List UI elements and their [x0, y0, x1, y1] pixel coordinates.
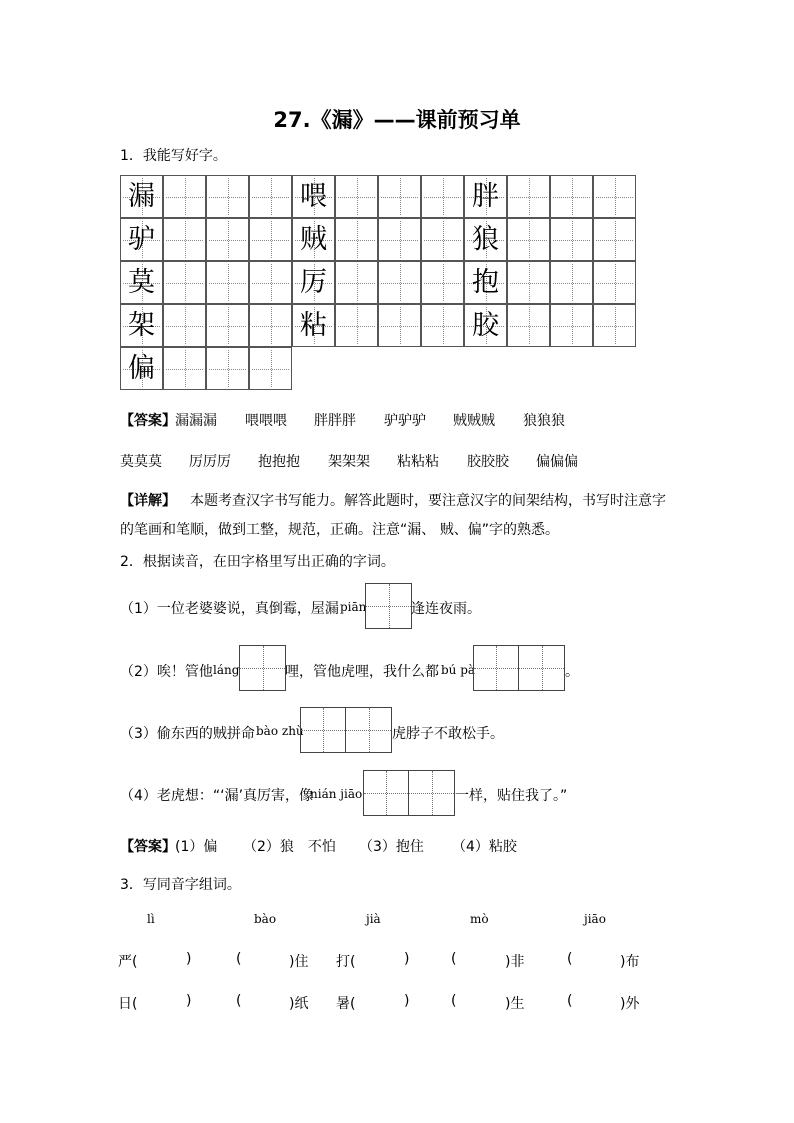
q2-s2-pre: （2）唉！管他	[120, 664, 213, 680]
q3-pinyin: jià	[366, 912, 381, 926]
q3-cell: )非	[505, 954, 525, 970]
q3-cell: 日(	[118, 996, 138, 1012]
model-char: 狼	[472, 224, 499, 255]
q3-row2	[0, 993, 794, 1013]
practice-cell[interactable]	[335, 218, 378, 261]
practice-cell[interactable]	[249, 261, 292, 304]
tianzige-box[interactable]	[239, 645, 286, 691]
model-char: 贼	[300, 224, 327, 255]
q3-cell: (	[451, 951, 457, 967]
q2-s3-pre: （3）偷东西的贼拼命	[120, 726, 255, 742]
model-char-cell	[120, 175, 163, 218]
practice-cell[interactable]	[206, 304, 249, 347]
practice-cell[interactable]	[378, 175, 421, 218]
q2-heading: 2．根据读音，在田字格里写出正确的字词。	[120, 554, 395, 570]
practice-cell[interactable]	[550, 175, 593, 218]
model-char-cell	[120, 347, 163, 390]
practice-cell[interactable]	[378, 218, 421, 261]
explain-text: 本题考查汉字书写能力。解答此题时，要注意汉字的间架结构，书写时注意字	[190, 493, 666, 509]
q2-s3-post: 虎脖子不敢松手。	[392, 726, 504, 742]
model-char: 抱	[472, 267, 499, 298]
q1-explain-line2: 的笔画和笔顺，做到工整，规范，正确。注意“漏、 贼、偏”字的熟悉。	[120, 522, 559, 538]
tianzige-box[interactable]	[300, 707, 392, 753]
q3-pinyin: bào	[254, 912, 277, 926]
q3-cell: (	[567, 993, 573, 1009]
model-char-cell	[292, 304, 335, 347]
answer-item: 莫莫莫	[120, 454, 162, 470]
practice-cell[interactable]	[249, 347, 292, 390]
practice-cell[interactable]	[421, 304, 464, 347]
practice-cell[interactable]	[249, 218, 292, 261]
model-char: 胶	[472, 310, 499, 341]
model-char: 架	[128, 310, 155, 341]
practice-cell[interactable]	[421, 175, 464, 218]
model-char: 厉	[300, 267, 327, 298]
answer-item: 偏偏偏	[536, 454, 578, 470]
model-char: 莫	[128, 267, 155, 298]
tianzige-box[interactable]	[473, 645, 565, 691]
practice-cell[interactable]	[593, 175, 636, 218]
q3-cell: 暑(	[336, 996, 356, 1012]
q2-s1-pre: （1）一位老婆婆说，真倒霉，屋漏	[120, 601, 339, 617]
q3-heading: 3．写同音字组词。	[120, 877, 241, 893]
q2-answer	[120, 836, 517, 856]
answer-label: 【答案】	[120, 413, 176, 429]
practice-cell[interactable]	[421, 218, 464, 261]
practice-cell[interactable]	[421, 261, 464, 304]
model-char: 漏	[128, 181, 155, 212]
model-char-cell	[292, 261, 335, 304]
answer-item: 贼贼贼	[453, 413, 495, 429]
q1-heading: 1．我能写好字。	[120, 148, 227, 164]
q3-cell: )生	[505, 996, 525, 1012]
model-char-cell	[464, 218, 507, 261]
practice-cell[interactable]	[378, 261, 421, 304]
practice-cell[interactable]	[507, 175, 550, 218]
q1-explain-line1	[120, 490, 666, 510]
practice-cell[interactable]	[206, 261, 249, 304]
q3-row1	[0, 951, 794, 971]
q2-s2-mid: 哩，管他虎哩，我什么都	[285, 664, 439, 680]
practice-cell[interactable]	[550, 261, 593, 304]
q3-cell: (	[236, 993, 242, 1009]
q3-cell: )纸	[289, 996, 309, 1012]
answer-item: 驴驴驴	[384, 413, 426, 429]
q3-pinyin: jiāo	[584, 912, 606, 926]
answer-item: 厉厉厉	[189, 454, 231, 470]
model-char: 驴	[128, 224, 155, 255]
q3-cell: )	[186, 951, 192, 967]
model-char: 喂	[300, 181, 327, 212]
model-char-cell	[120, 218, 163, 261]
model-char-cell	[464, 304, 507, 347]
tianzige-box[interactable]	[365, 583, 412, 629]
model-char-cell	[120, 304, 163, 347]
practice-cell[interactable]	[593, 218, 636, 261]
practice-cell[interactable]	[163, 218, 206, 261]
answer-item: 粘粘粘	[397, 454, 439, 470]
q3-cell: (	[236, 951, 242, 967]
practice-cell[interactable]	[335, 261, 378, 304]
q3-pinyin: lì	[147, 912, 155, 926]
q3-cell: 严(	[118, 954, 138, 970]
q2-s4-post: 一样，贴住我了。”	[455, 788, 568, 804]
page-title: 27.《漏》——课前预习单	[273, 108, 521, 132]
model-char-cell	[292, 175, 335, 218]
practice-cell[interactable]	[249, 304, 292, 347]
q3-cell: )	[404, 951, 410, 967]
practice-cell[interactable]	[249, 175, 292, 218]
practice-cell[interactable]	[507, 304, 550, 347]
practice-cell[interactable]	[378, 304, 421, 347]
answer-item: （4）粘胶	[452, 839, 517, 855]
q2-s2-pinyin2: bú pà	[441, 663, 476, 677]
explain-label: 【详解】	[120, 493, 176, 509]
model-char: 胖	[472, 181, 499, 212]
practice-cell[interactable]	[593, 261, 636, 304]
answer-item: 漏漏漏	[175, 413, 217, 429]
practice-cell[interactable]	[206, 347, 249, 390]
model-char-cell	[292, 218, 335, 261]
practice-cell[interactable]	[593, 304, 636, 347]
answer-item: 胶胶胶	[467, 454, 509, 470]
answer-item: （3）抱住	[359, 839, 424, 855]
q2-s2-post: 。	[565, 664, 579, 680]
q3-pinyin: mò	[470, 912, 489, 926]
q3-cell: (	[567, 951, 573, 967]
practice-cell[interactable]	[163, 304, 206, 347]
practice-cell[interactable]	[163, 175, 206, 218]
answer-item: （2）狼 不怕	[243, 839, 336, 855]
q3-cell: (	[451, 993, 457, 1009]
practice-cell[interactable]	[163, 347, 206, 390]
answer-item: (1）偏	[175, 839, 218, 855]
practice-cell[interactable]	[507, 218, 550, 261]
model-char-cell	[464, 261, 507, 304]
answer-item: 狼狼狼	[523, 413, 565, 429]
q2-s2-pinyin1: láng	[213, 663, 240, 677]
practice-cell[interactable]	[507, 261, 550, 304]
answer-item: 胖胖胖	[314, 413, 356, 429]
practice-cell[interactable]	[550, 218, 593, 261]
q3-cell: )	[186, 993, 192, 1009]
practice-cell[interactable]	[550, 304, 593, 347]
q2-s3-pinyin: bào zhù	[256, 724, 304, 738]
practice-cell[interactable]	[206, 175, 249, 218]
q3-cell: )外	[620, 996, 640, 1012]
answer-label: 【答案】	[120, 839, 176, 855]
answer-item: 抱抱抱	[258, 454, 300, 470]
q2-s1-post: 逢连夜雨。	[411, 601, 481, 617]
practice-cell[interactable]	[206, 218, 249, 261]
q2-s4-pinyin: nián jiāo	[310, 787, 363, 801]
q3-cell: )布	[620, 954, 640, 970]
practice-cell[interactable]	[335, 175, 378, 218]
practice-cell[interactable]	[163, 261, 206, 304]
model-char-cell	[464, 175, 507, 218]
q2-s1-pinyin: piān	[340, 600, 367, 614]
answer-item: 喂喂喂	[245, 413, 287, 429]
q3-cell: 打(	[336, 954, 356, 970]
q3-cell: )住	[289, 954, 309, 970]
model-char: 偏	[128, 353, 155, 384]
model-char: 粘	[300, 310, 327, 341]
q2-s4-pre: （4）老虎想：“‘漏’真厉害，像	[120, 788, 314, 804]
q1-answer-line1	[120, 410, 565, 430]
practice-cell[interactable]	[335, 304, 378, 347]
tianzige-box[interactable]	[363, 770, 455, 816]
model-char-cell	[120, 261, 163, 304]
answer-item: 架架架	[328, 454, 370, 470]
q3-cell: )	[404, 993, 410, 1009]
